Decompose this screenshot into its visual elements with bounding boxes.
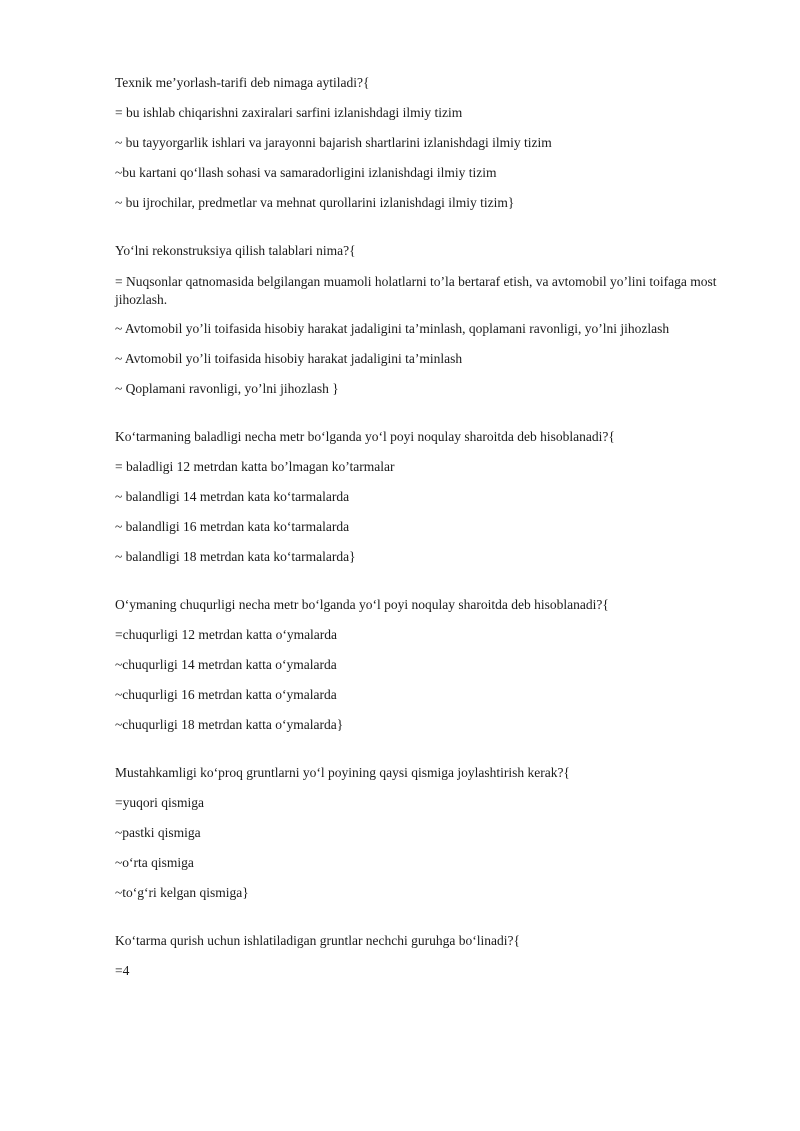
question-text: O‘ymaning chuqurligi necha metr bo‘lganda yo‘l poyi noqulay sharoitda deb hisoblanadi?{ bbox=[115, 597, 609, 612]
answer-option: ~ Avtomobil yo’li toifasida hisobiy harakat jadaligini ta’minlash bbox=[115, 351, 463, 366]
answer-correct: =yuqori qismiga bbox=[115, 795, 204, 810]
answer-option: ~o‘rta qismiga bbox=[115, 855, 194, 870]
answer-option: ~ balandligi 18 metrdan kata ko‘tarmalarda} bbox=[115, 549, 356, 564]
question-text: Mustahkamligi ko‘proq gruntlarni yo‘l poyining qaysi qismiga joylashtirish kerak?{ bbox=[115, 765, 570, 780]
answer-correct: =4 bbox=[115, 963, 130, 978]
answer-option: ~ balandligi 16 metrdan kata ko‘tarmalarda bbox=[115, 519, 350, 534]
answer-option: ~ bu ijrochilar, predmetlar va mehnat qurollarini izlanishdagi ilmiy tizim} bbox=[115, 195, 515, 210]
answer-correct: = bu ishlab chiqarishni zaxiralari sarfini izlanishdagi ilmiy tizim bbox=[115, 105, 463, 120]
answer-option: ~to‘g‘ri kelgan qismiga} bbox=[115, 885, 249, 900]
answer-option: ~pastki qismiga bbox=[115, 825, 201, 840]
question-block-5 bbox=[115, 765, 755, 901]
answer-option: ~bu kartani qo‘llash sohasi va samaradorligini izlanishdagi ilmiy tizim bbox=[115, 165, 497, 180]
question-block-6 bbox=[115, 933, 755, 979]
question-text: Texnik me’yorlash-tarifi deb nimaga aytiladi?{ bbox=[115, 75, 370, 90]
answer-option: ~ Qoplamani ravonligi, yo’lni jihozlash } bbox=[115, 381, 339, 396]
question-block-1 bbox=[115, 75, 755, 211]
question-text: Yo‘lni rekonstruksiya qilish talablari nima?{ bbox=[115, 243, 356, 258]
answer-option: ~chuqurligi 14 metrdan katta o‘ymalarda bbox=[115, 657, 337, 672]
question-list bbox=[115, 75, 755, 1011]
answer-option: ~chuqurligi 16 metrdan katta o‘ymalarda bbox=[115, 687, 337, 702]
question-block-2 bbox=[115, 243, 755, 397]
answer-correct: =chuqurligi 12 metrdan katta o‘ymalarda bbox=[115, 627, 338, 642]
answer-option: ~chuqurligi 18 metrdan katta o‘ymalarda} bbox=[115, 717, 344, 732]
question-block-4 bbox=[115, 597, 755, 733]
question-text: Ko‘tarma qurish uchun ishlatiladigan gruntlar nechchi guruhga bo‘linadi?{ bbox=[115, 933, 520, 948]
question-block-3 bbox=[115, 429, 755, 565]
answer-option: ~ Avtomobil yo’li toifasida hisobiy harakat jadaligini ta’minlash, qoplamani ravonligi, yo’lni jihozlash bbox=[115, 321, 670, 336]
answer-correct: = baladligi 12 metrdan katta bo’lmagan ko’tarmalar bbox=[115, 459, 395, 474]
answer-correct: = Nuqsonlar qatnomasida belgilangan muamoli holatlarni to’la bertaraf etish, va avtomobil yo’lini toifaga most jihozlash. bbox=[115, 274, 717, 307]
question-text: Ko‘tarmaning baladligi necha metr bo‘lganda yo‘l poyi noqulay sharoitda deb hisoblanadi?{ bbox=[115, 429, 615, 444]
answer-option: ~ balandligi 14 metrdan kata ko‘tarmalarda bbox=[115, 489, 350, 504]
answer-option: ~ bu tayyorgarlik ishlari va jarayonni bajarish shartlarini izlanishdagi ilmiy tizim bbox=[115, 135, 552, 150]
